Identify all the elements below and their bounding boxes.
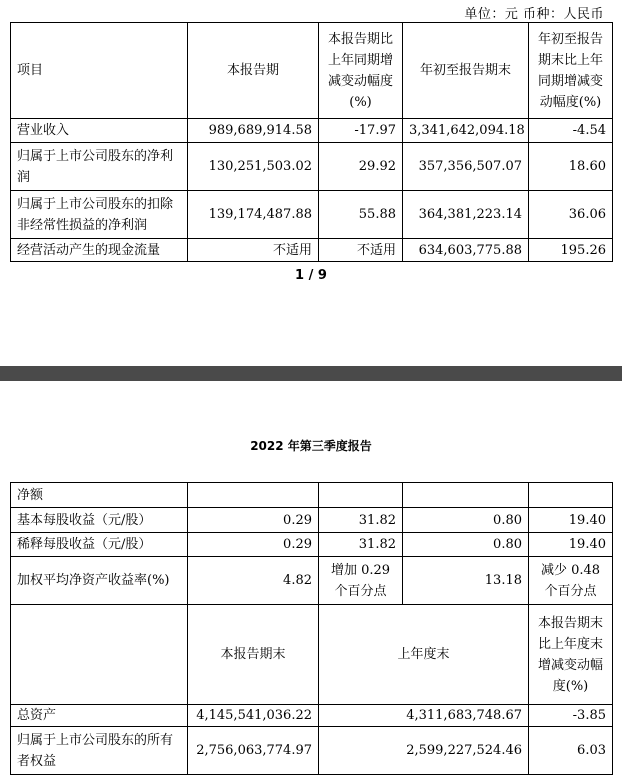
row-item: 稀释每股收益（元/股） <box>11 533 188 557</box>
cell-ytd: 634,603,775.88 <box>403 239 529 262</box>
cell-change-ytd <box>529 483 613 508</box>
cell-change-current: 29.92 <box>319 143 403 191</box>
cell-end-last-year: 2,599,227,524.46 <box>319 727 529 775</box>
table-header-row <box>11 23 613 119</box>
cell-change-ytd: 18.60 <box>529 143 613 191</box>
unit-currency-label: 单位：元 币种：人民币 <box>464 7 604 22</box>
cell-current: 4.82 <box>188 557 319 605</box>
row-item: 归属于上市公司股东的净利润 <box>11 143 188 191</box>
table-row <box>11 533 613 557</box>
row-item: 营业收入 <box>11 119 188 143</box>
cell-end-last-year: 4,311,683,748.67 <box>319 705 529 727</box>
cell-change-ytd: 36.06 <box>529 191 613 239</box>
cell-current: 0.29 <box>188 508 319 533</box>
row-item: 归属于上市公司股东的扣除非经常性损益的净利润 <box>11 191 188 239</box>
cell-current: 130,251,503.02 <box>188 143 319 191</box>
cell-balance-change: -3.85 <box>529 705 613 727</box>
cell-current: 0.29 <box>188 533 319 557</box>
cell-current <box>188 483 319 508</box>
header-current-period: 本报告期 <box>188 23 319 119</box>
header-change-current: 本报告期比上年同期增减变动幅度(%) <box>319 23 403 119</box>
table-row <box>11 727 613 775</box>
row-item: 加权平均净资产收益率(%) <box>11 557 188 605</box>
balance-header-blank <box>11 605 188 705</box>
header-item: 项目 <box>11 23 188 119</box>
page-divider <box>0 366 622 381</box>
cell-end-current: 4,145,541,036.22 <box>188 705 319 727</box>
table-row <box>11 191 613 239</box>
row-item: 净额 <box>11 483 188 508</box>
table-row <box>11 705 613 727</box>
row-item: 经营活动产生的现金流量 <box>11 239 188 262</box>
cell-ytd: 3,341,642,094.18 <box>403 119 529 143</box>
financial-table-bottom <box>10 482 613 775</box>
table-row <box>11 557 613 605</box>
cell-ytd: 13.18 <box>403 557 529 605</box>
header-change-ytd: 年初至报告期末比上年同期增减变动幅度(%) <box>529 23 613 119</box>
table-row <box>11 508 613 533</box>
cell-change-current: 31.82 <box>319 508 403 533</box>
cell-ytd: 0.80 <box>403 533 529 557</box>
header-balance-change: 本报告期末比上年度末增减变动幅度(%) <box>529 605 613 705</box>
cell-change-current <box>319 483 403 508</box>
page-number: 1 / 9 <box>295 268 327 283</box>
cell-ytd: 0.80 <box>403 508 529 533</box>
cell-change-current: 55.88 <box>319 191 403 239</box>
cell-current: 139,174,487.88 <box>188 191 319 239</box>
header-end-last-year: 上年度末 <box>319 605 529 705</box>
header-end-current: 本报告期末 <box>188 605 319 705</box>
cell-change-current: -17.97 <box>319 119 403 143</box>
cell-change-current: 31.82 <box>319 533 403 557</box>
table-row <box>11 483 613 508</box>
table-row <box>11 143 613 191</box>
cell-ytd: 357,356,507.07 <box>403 143 529 191</box>
cell-ytd: 364,381,223.14 <box>403 191 529 239</box>
cell-end-current: 2,756,063,774.97 <box>188 727 319 775</box>
cell-current: 不适用 <box>188 239 319 262</box>
cell-change-ytd: -4.54 <box>529 119 613 143</box>
cell-change-ytd: 195.26 <box>529 239 613 262</box>
row-item: 总资产 <box>11 705 188 727</box>
cell-balance-change: 6.03 <box>529 727 613 775</box>
table-row <box>11 119 613 143</box>
cell-change-ytd: 19.40 <box>529 508 613 533</box>
row-item: 基本每股收益（元/股） <box>11 508 188 533</box>
row-item: 归属于上市公司股东的所有者权益 <box>11 727 188 775</box>
table-row <box>11 239 613 262</box>
cell-change-current: 增加 0.29 个百分点 <box>319 557 403 605</box>
balance-header-row <box>11 605 613 705</box>
cell-change-current: 不适用 <box>319 239 403 262</box>
report-title: 2022 年第三季度报告 <box>250 439 372 453</box>
financial-table-top <box>10 22 613 262</box>
cell-current: 989,689,914.58 <box>188 119 319 143</box>
cell-change-ytd: 19.40 <box>529 533 613 557</box>
cell-change-ytd: 减少 0.48 个百分点 <box>529 557 613 605</box>
cell-ytd <box>403 483 529 508</box>
header-ytd: 年初至报告期末 <box>403 23 529 119</box>
